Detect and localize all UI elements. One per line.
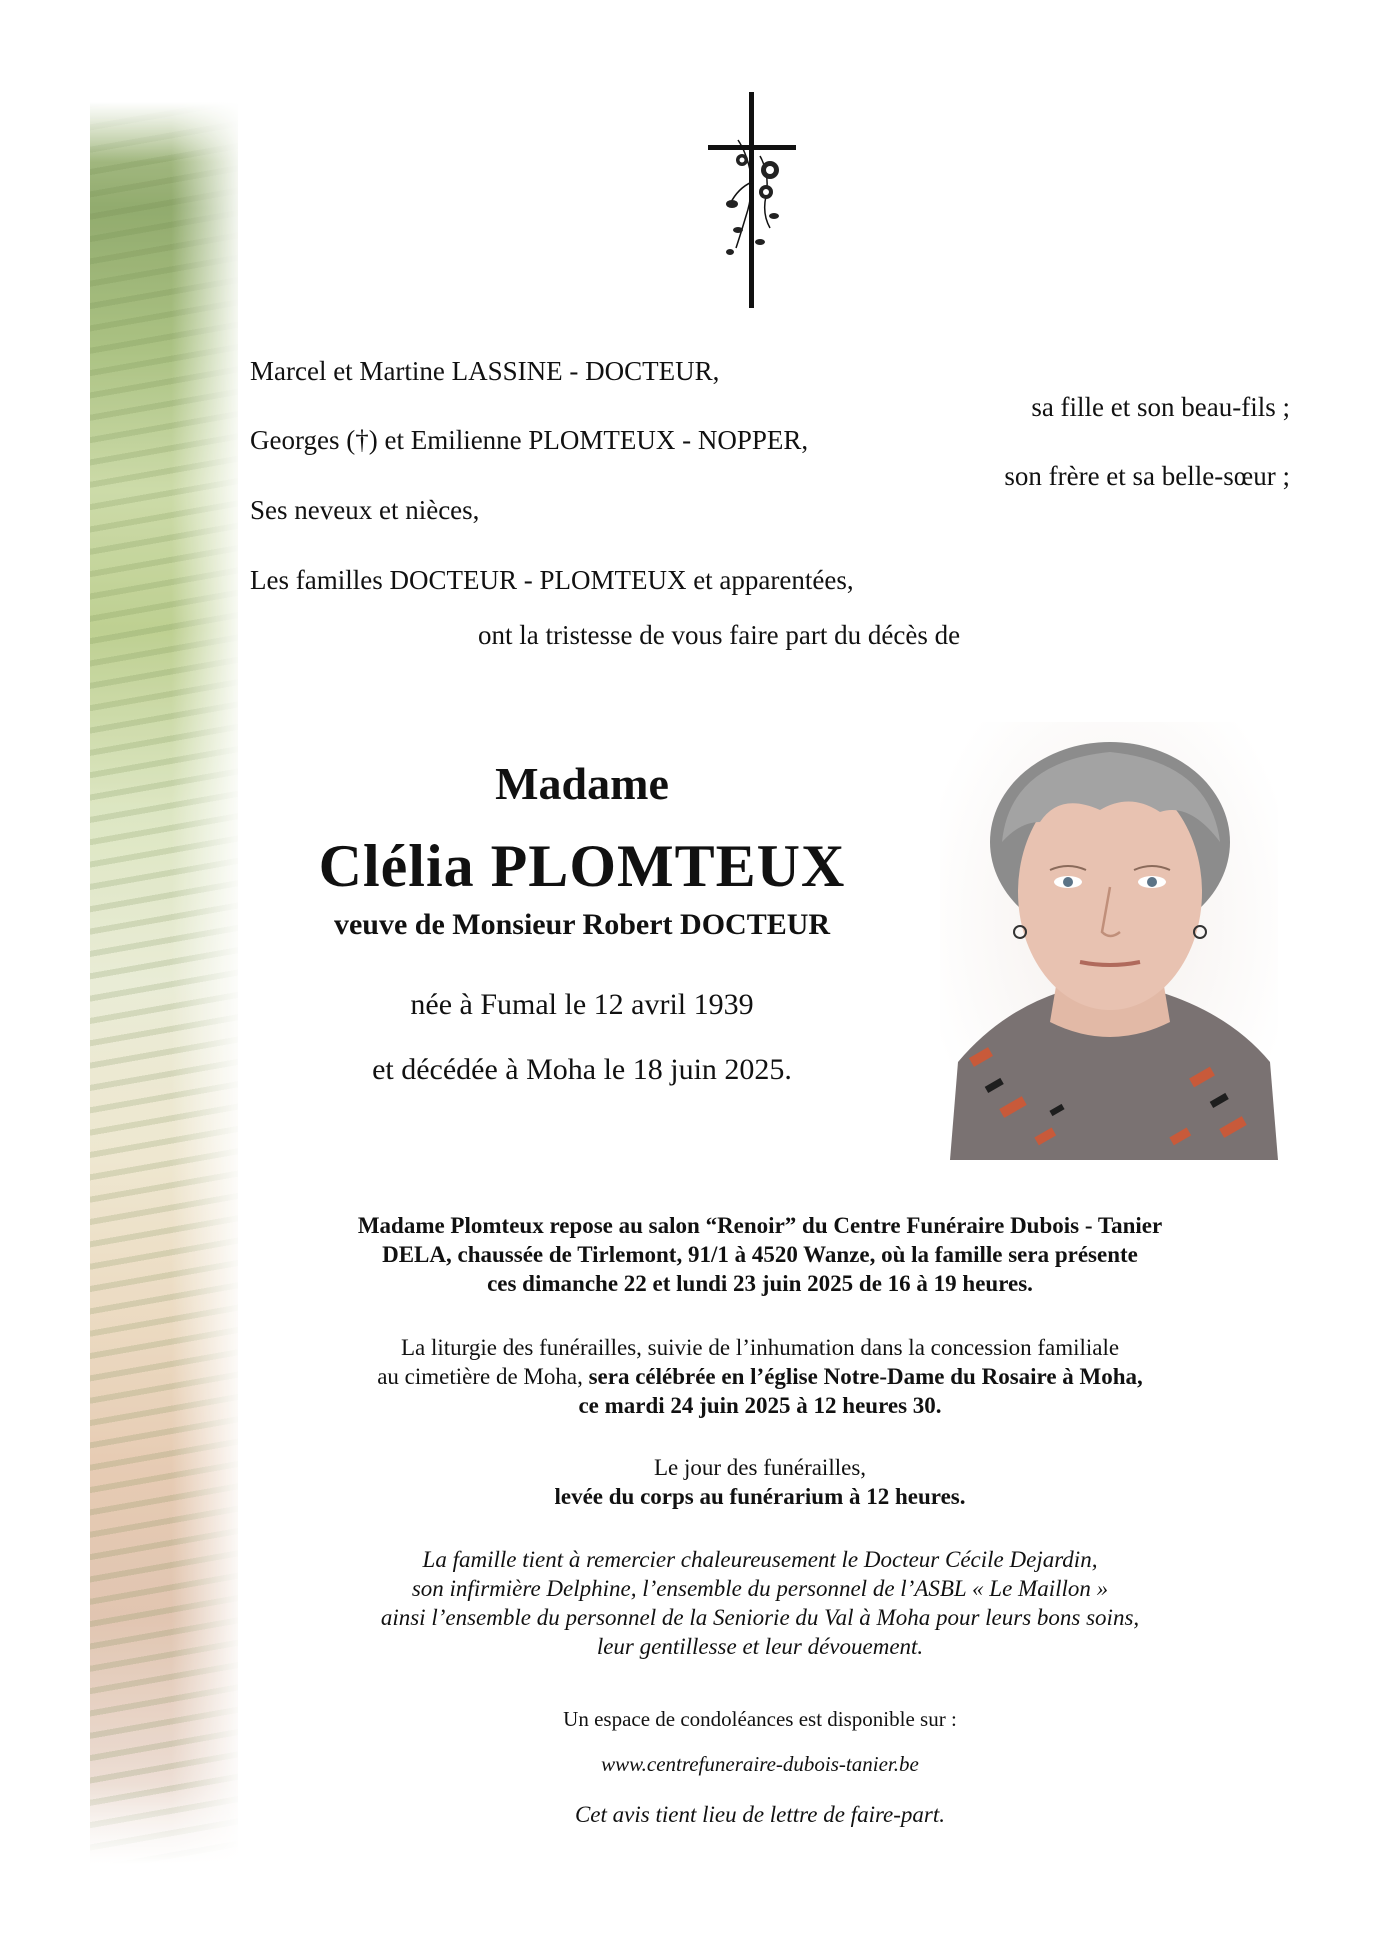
thanks-line-3: ainsi l’ensemble du personnel de la Seniorie du Val à Moha pour leurs bons soins, (380, 1605, 1140, 1630)
liturgy-info (250, 1333, 1270, 1420)
thanks-line-4: leur gentillesse et leur dévouement. (596, 1634, 924, 1659)
visitation-line-2: DELA, chaussée de Tirlemont, 91/1 à 4520 Wanze, où la famille sera présente (382, 1242, 1138, 1267)
family-relation-daughter: sa fille et son beau-fils ; (1031, 392, 1290, 422)
cross-with-roses-icon (708, 92, 796, 308)
departure-line-2: levée du corps au funérarium à 12 heures. (554, 1484, 966, 1509)
deceased-portrait (940, 722, 1278, 1160)
faire-part-note: Cet avis tient lieu de lettre de faire-part. (574, 1802, 946, 1827)
deceased-birth: née à Fumal le 12 avril 1939 (410, 988, 754, 1021)
condolences-url[interactable]: www.centrefuneraire-dubois-tanier.be (601, 1752, 919, 1776)
liturgy-line-1: La liturgie des funérailles, suivie de l’inhumation dans la concession familiale (400, 1335, 1120, 1360)
family-line-families: Les familles DOCTEUR - PLOMTEUX et apparentées, (250, 565, 854, 595)
family-line-brother: Georges (†) et Emilienne PLOMTEUX - NOPPER, (250, 425, 809, 455)
visitation-info (250, 1211, 1270, 1298)
thanks-line-2: son infirmière Delphine, l’ensemble du personnel de l’ASBL « Le Maillon » (411, 1576, 1109, 1601)
deceased-title: Madame (495, 758, 669, 809)
deceased-death: et décédée à Moha le 18 juin 2025. (372, 1053, 792, 1086)
deceased-name: Clélia PLOMTEUX (318, 833, 846, 899)
family-line-daughter: Marcel et Martine LASSINE - DOCTEUR, (250, 356, 720, 386)
deceased-spouse: veuve de Monsieur Robert DOCTEUR (333, 908, 831, 941)
departure-line-1: Le jour des funérailles, (653, 1455, 867, 1480)
liturgy-line-2-plain: au cimetière de Moha, (377, 1364, 589, 1389)
visitation-line-3: ces dimanche 22 et lundi 23 juin 2025 de 16 à 19 heures. (487, 1271, 1033, 1296)
thanks-line-1: La famille tient à remercier chaleureusement le Docteur Cécile Dejardin, (422, 1547, 1098, 1572)
liturgy-line-2 (250, 1362, 1270, 1391)
liturgy-line-2-bold: sera célébrée en l’église Notre-Dame du Rosaire à Moha, (588, 1364, 1143, 1389)
decorative-nature-strip (90, 102, 238, 1864)
condolences-intro: Un espace de condoléances est disponible sur : (563, 1707, 957, 1731)
family-line-intro: ont la tristesse de vous faire part du décès de (478, 620, 961, 650)
family-line-nephews: Ses neveux et nièces, (250, 495, 480, 525)
visitation-line-1: Madame Plomteux repose au salon “Renoir” du Centre Funéraire Dubois - Tanier (357, 1213, 1163, 1238)
thanks-message (250, 1545, 1270, 1661)
liturgy-line-3: ce mardi 24 juin 2025 à 12 heures 30. (578, 1393, 942, 1418)
family-relation-brother: son frère et sa belle-sœur ; (1004, 461, 1290, 491)
departure-info (250, 1453, 1270, 1511)
